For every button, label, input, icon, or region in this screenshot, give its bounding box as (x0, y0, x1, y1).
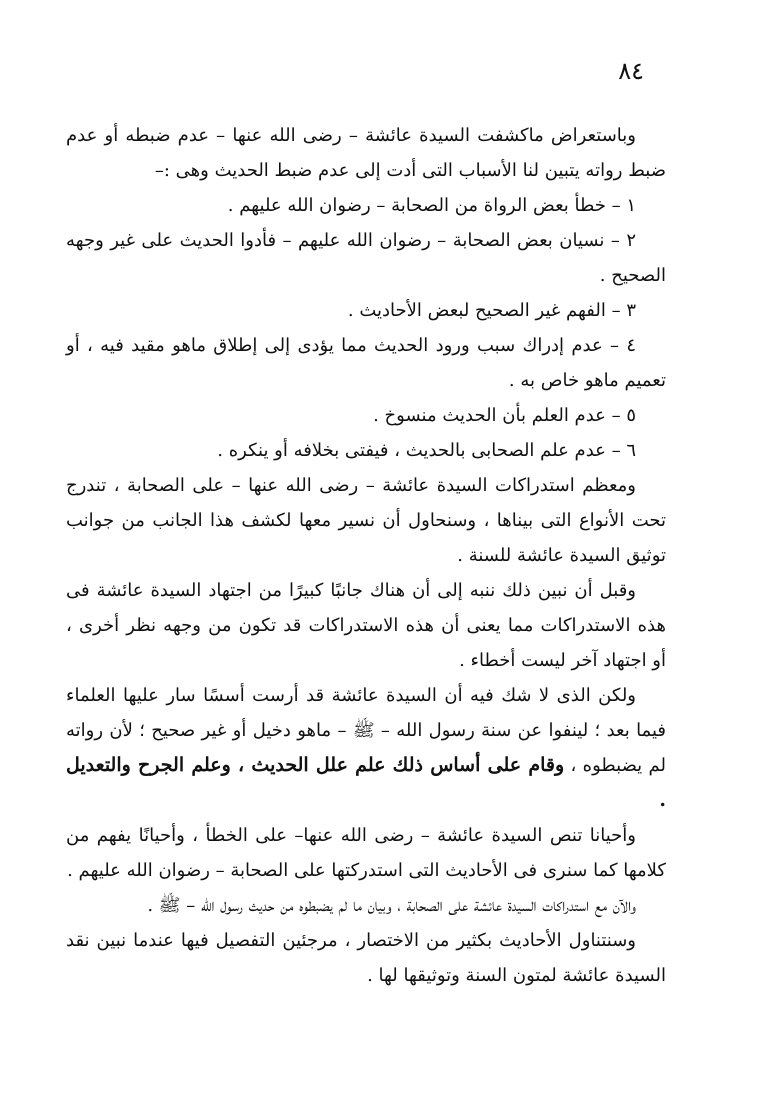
before-paragraph: وقبل أن نبين ذلك ننبه إلى أن هناك جانبًا كبيرًا من اجتهاد السيدة عائشة فى هذه الاستدراكات مما يعنى أن هذه الاستدراكات قد تكون من وجهه نظر أخرى ، أو اجتهاد آخر ليست أخطاء . (66, 580, 666, 671)
list-item-2: ٢ – نسيان بعض الصحابة – رضوان الله عليهم – فأدوا الحديث على غير وجهه الصحيح . (66, 230, 666, 286)
list-item-1: ١ – خطأ بعض الرواة من الصحابة – رضوان الله عليهم . (227, 195, 636, 216)
but-paragraph-text: ولكن الذى لا شك فيه أن السيدة عائشة قد أرست أسسًا سار عليها العلماء فيما بعد ؛ لينفوا عن سنة رسول الله – ﷺ – ماهو دخيل أو غير صحيح ؛ لأن رواته لم يضبطوه ، (66, 685, 667, 776)
majority-paragraph: ومعظم استدراكات السيدة عائشة – رضى الله عنها – على الصحابة ، تندرج تحت الأنواع التى بيناها ، وسنحاول أن نسير معها لكشف هذا الجانب من جوانب توثيق السيدة عائشة للسنة . (66, 475, 666, 566)
but-paragraph (66, 678, 666, 818)
sometimes-paragraph: وأحيانا تنص السيدة عائشة – رضى الله عنها– على الخطأ ، وأحيانًا يفهم من كلامها كما سنرى فى الأحاديث التى استدركتها على الصحابة – رضوان الله عليهم . (66, 825, 666, 881)
list-item-3: ٣ – الفهم غير الصحيح لبعض الأحاديث . (347, 300, 636, 321)
now-paragraph: والآن مع استدراكات السيدة عائشة على الصحابة ، وبيان ما لم يضبطوه من حديث رسول الله – ﷺ . (147, 895, 636, 916)
closing-paragraph: وسنتناول الأحاديث بكثير من الاختصار ، مرجئين التفصيل فيها عندما نبين نقد السيدة عائشة لمتون السنة وتوثيقها لها . (66, 930, 666, 986)
page-number: ٨٤ (618, 57, 644, 85)
body-text (66, 118, 666, 993)
list-item-5: ٥ – عدم العلم بأن الحديث منسوخ . (373, 405, 636, 426)
list-item-6: ٦ – عدم علم الصحابى بالحديث ، فيفتى بخلافه أو ينكره . (217, 440, 636, 461)
intro-paragraph: وباستعراض ماكشفت السيدة عائشة – رضى الله عنها – عدم ضبطه أو عدم ضبط رواته يتبين لنا الأسباب التى أدت إلى عدم ضبط الحديث وهى :– (66, 125, 666, 181)
but-paragraph-bold-text: وقام على أساس ذلك علم علل الحديث ، وعلم الجرح والتعديل . (66, 754, 666, 811)
list-item-4: ٤ – عدم إدراك سبب ورود الحديث مما يؤدى إلى إطلاق ماهو مقيد فيه ، أو تعميم ماهو خاص به . (66, 335, 666, 391)
